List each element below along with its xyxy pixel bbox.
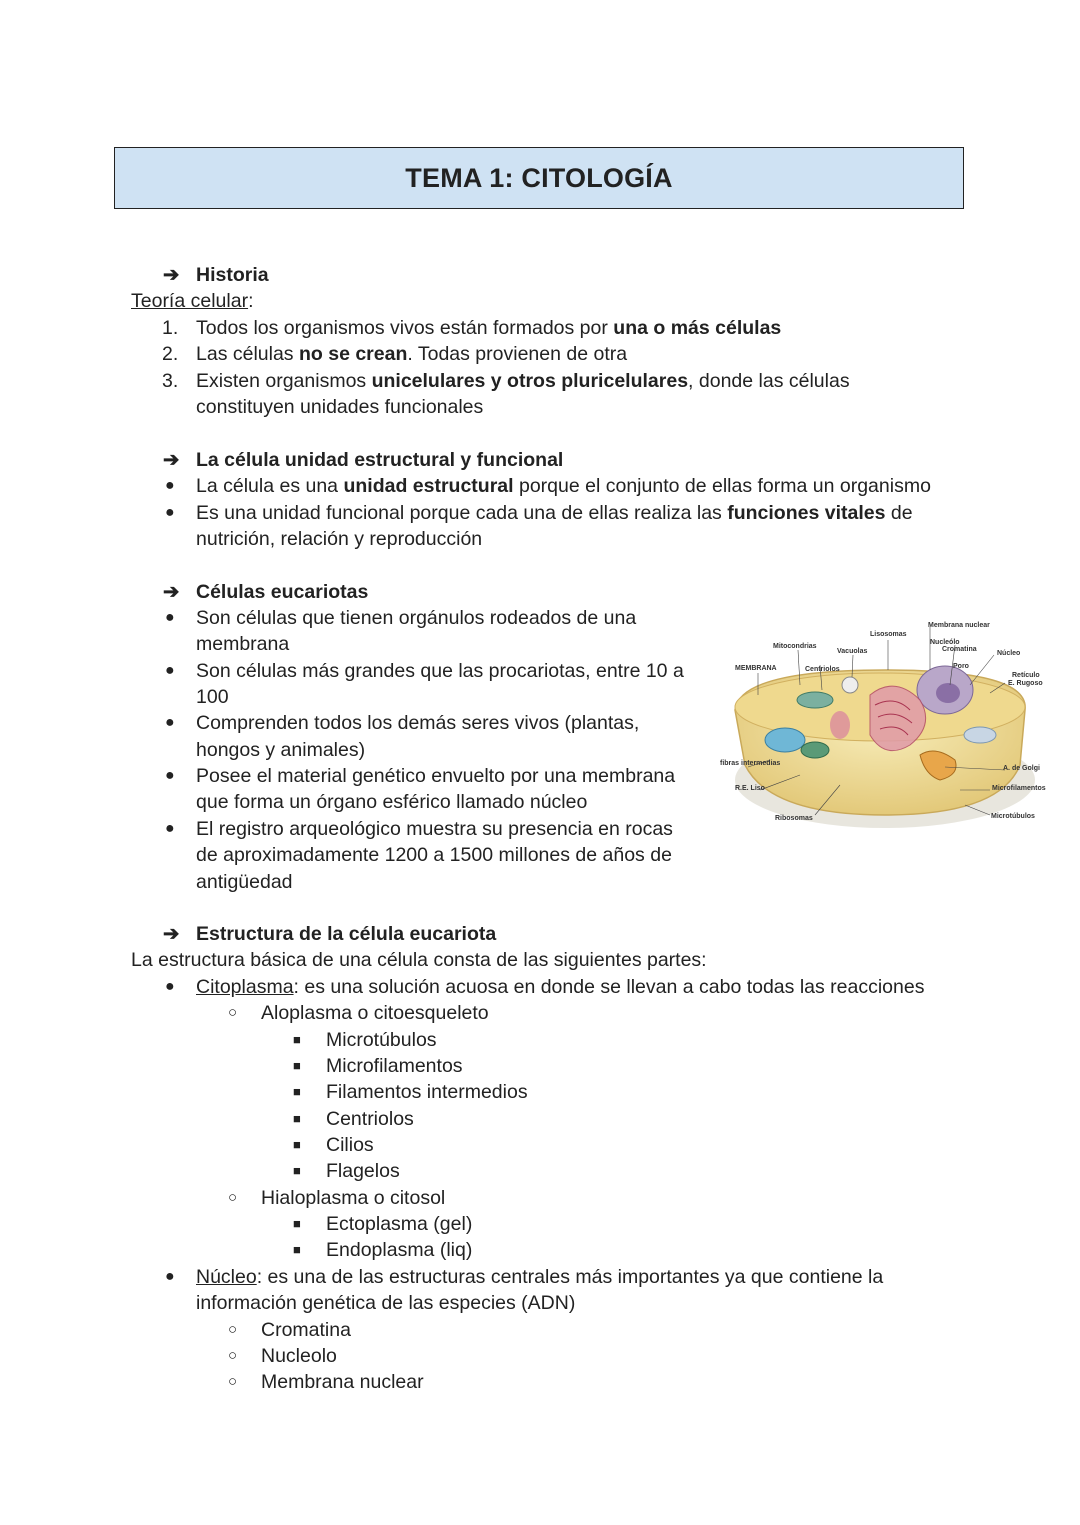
teoria-celular-subheading: Teoría celular: <box>131 290 254 312</box>
diagram-label: MEMBRANA <box>735 665 777 672</box>
diagram-label: Ribosomas <box>775 815 813 822</box>
list-item: Endoplasma (liq) <box>326 1239 473 1261</box>
square-bullet-icon: ■ <box>293 1084 301 1099</box>
diagram-label: Nucleólo <box>930 639 960 646</box>
diagram-label: Poro <box>953 663 969 670</box>
square-bullet-icon: ■ <box>293 1058 301 1073</box>
diagram-label: Vacuolas <box>837 648 868 655</box>
list-item: Es una unidad funcional porque cada una de ellas realiza las funciones vitales de <box>196 502 913 524</box>
title-box <box>114 147 964 209</box>
bullet-icon: ● <box>165 609 175 626</box>
sub-bullet-icon: ○ <box>228 1004 238 1021</box>
unidad-heading: La célula unidad estructural y funcional <box>196 449 564 471</box>
arrow-icon: ➔ <box>163 581 180 603</box>
square-bullet-icon: ■ <box>293 1216 301 1231</box>
list-item: Flagelos <box>326 1160 400 1182</box>
list-item: Las células no se crean. Todas provienen de otra <box>196 343 628 365</box>
list-item: Membrana nuclear <box>261 1371 424 1393</box>
list-item: Posee el material genético envuelto por una membrana <box>196 765 676 787</box>
list-item: Existen organismos unicelulares y otros pluricelulares, donde las células <box>196 370 850 392</box>
diagram-label: Microfilamentos <box>992 785 1046 792</box>
bullet-icon: ● <box>165 767 175 784</box>
list-item: Microtúbulos <box>326 1029 437 1051</box>
diagram-label: Mitocondrias <box>773 643 817 650</box>
arrow-icon: ➔ <box>163 923 180 945</box>
bullet-icon: ● <box>165 662 175 679</box>
diagram-label: E. Rugoso <box>1008 680 1043 687</box>
sub-bullet-icon: ○ <box>228 1373 238 1390</box>
list-item-continuation: constituyen unidades funcionales <box>196 396 484 418</box>
hialoplasma-item: Hialoplasma o citosol <box>261 1187 446 1209</box>
historia-heading: Historia <box>196 264 269 286</box>
arrow-icon: ➔ <box>163 264 180 286</box>
diagram-label: R.E. Liso <box>735 785 765 792</box>
list-item-continuation: nutrición, relación y reproducción <box>196 528 483 550</box>
sub-bullet-icon: ○ <box>228 1321 238 1338</box>
sub-bullet-icon: ○ <box>228 1347 238 1364</box>
diagram-label: A. de Golgi <box>1003 765 1040 772</box>
list-item: La célula es una unidad estructural porque el conjunto de ellas forma un organismo <box>196 475 931 497</box>
sub-bullet-icon: ○ <box>228 1189 238 1206</box>
square-bullet-icon: ■ <box>293 1163 301 1178</box>
list-item: Filamentos intermedios <box>326 1081 528 1103</box>
square-bullet-icon: ■ <box>293 1032 301 1047</box>
list-item: Cromatina <box>261 1319 351 1341</box>
bullet-icon: ● <box>165 1268 175 1285</box>
square-bullet-icon: ■ <box>293 1111 301 1126</box>
diagram-label: Microtúbulos <box>991 813 1035 820</box>
list-number: 3. <box>162 370 179 392</box>
bullet-icon: ● <box>165 477 175 494</box>
list-item: Son células más grandes que las procariotas, entre 10 a <box>196 660 684 682</box>
bullet-icon: ● <box>165 714 175 731</box>
diagram-label: Cromatina <box>942 646 977 653</box>
list-item: Ectoplasma (gel) <box>326 1213 473 1235</box>
estructura-intro: La estructura básica de una célula consta de las siguientes partes: <box>131 949 707 971</box>
diagram-label: Centriolos <box>805 666 840 673</box>
list-item: Son células que tienen orgánulos rodeados de una <box>196 607 637 629</box>
list-item-continuation: de aproximadamente 1200 a 1500 millones de años de <box>196 844 672 866</box>
bullet-icon: ● <box>165 978 175 995</box>
list-item-continuation: hongos y animales) <box>196 739 366 761</box>
diagram-label: fibras intermedias <box>720 760 781 767</box>
list-item-continuation: membrana <box>196 633 290 655</box>
diagram-label: Retículo <box>1012 672 1040 679</box>
square-bullet-icon: ■ <box>293 1242 301 1257</box>
list-item-continuation: información genética de las especies (ADN) <box>196 1292 576 1314</box>
diagram-label: Núcleo <box>997 650 1021 657</box>
list-number: 1. <box>162 317 179 339</box>
arrow-icon: ➔ <box>163 449 180 471</box>
bullet-icon: ● <box>165 820 175 837</box>
list-item-continuation: que forma un órgano esférico llamado núcleo <box>196 791 588 813</box>
list-number: 2. <box>162 343 179 365</box>
eukaryotic-cell-diagram <box>720 615 1050 835</box>
list-item: Todos los organismos vivos están formados por una o más células <box>196 317 782 339</box>
list-item-continuation: 100 <box>196 686 229 708</box>
aloplasma-item: Aloplasma o citoesqueleto <box>261 1002 489 1024</box>
eucariotas-heading: Células eucariotas <box>196 581 369 603</box>
diagram-label: Membrana nuclear <box>928 622 990 629</box>
list-item: Comprenden todos los demás seres vivos (plantas, <box>196 712 640 734</box>
list-item: El registro arqueológico muestra su presencia en rocas <box>196 818 673 840</box>
citoplasma-item: Citoplasma: es una solución acuosa en donde se llevan a cabo todas las reacciones <box>196 976 925 998</box>
list-item: Centriolos <box>326 1108 414 1130</box>
bullet-icon: ● <box>165 504 175 521</box>
nucleo-item: Núcleo: es una de las estructuras centrales más importantes ya que contiene la <box>196 1266 884 1288</box>
estructura-heading: Estructura de la célula eucariota <box>196 923 497 945</box>
list-item: Cilios <box>326 1134 374 1156</box>
page-title: TEMA 1: CITOLOGÍA <box>405 162 673 193</box>
list-item: Nucleolo <box>261 1345 337 1367</box>
list-item-continuation: antigüedad <box>196 871 293 893</box>
diagram-label: Lisosomas <box>870 631 907 638</box>
square-bullet-icon: ■ <box>293 1137 301 1152</box>
list-item: Microfilamentos <box>326 1055 463 1077</box>
